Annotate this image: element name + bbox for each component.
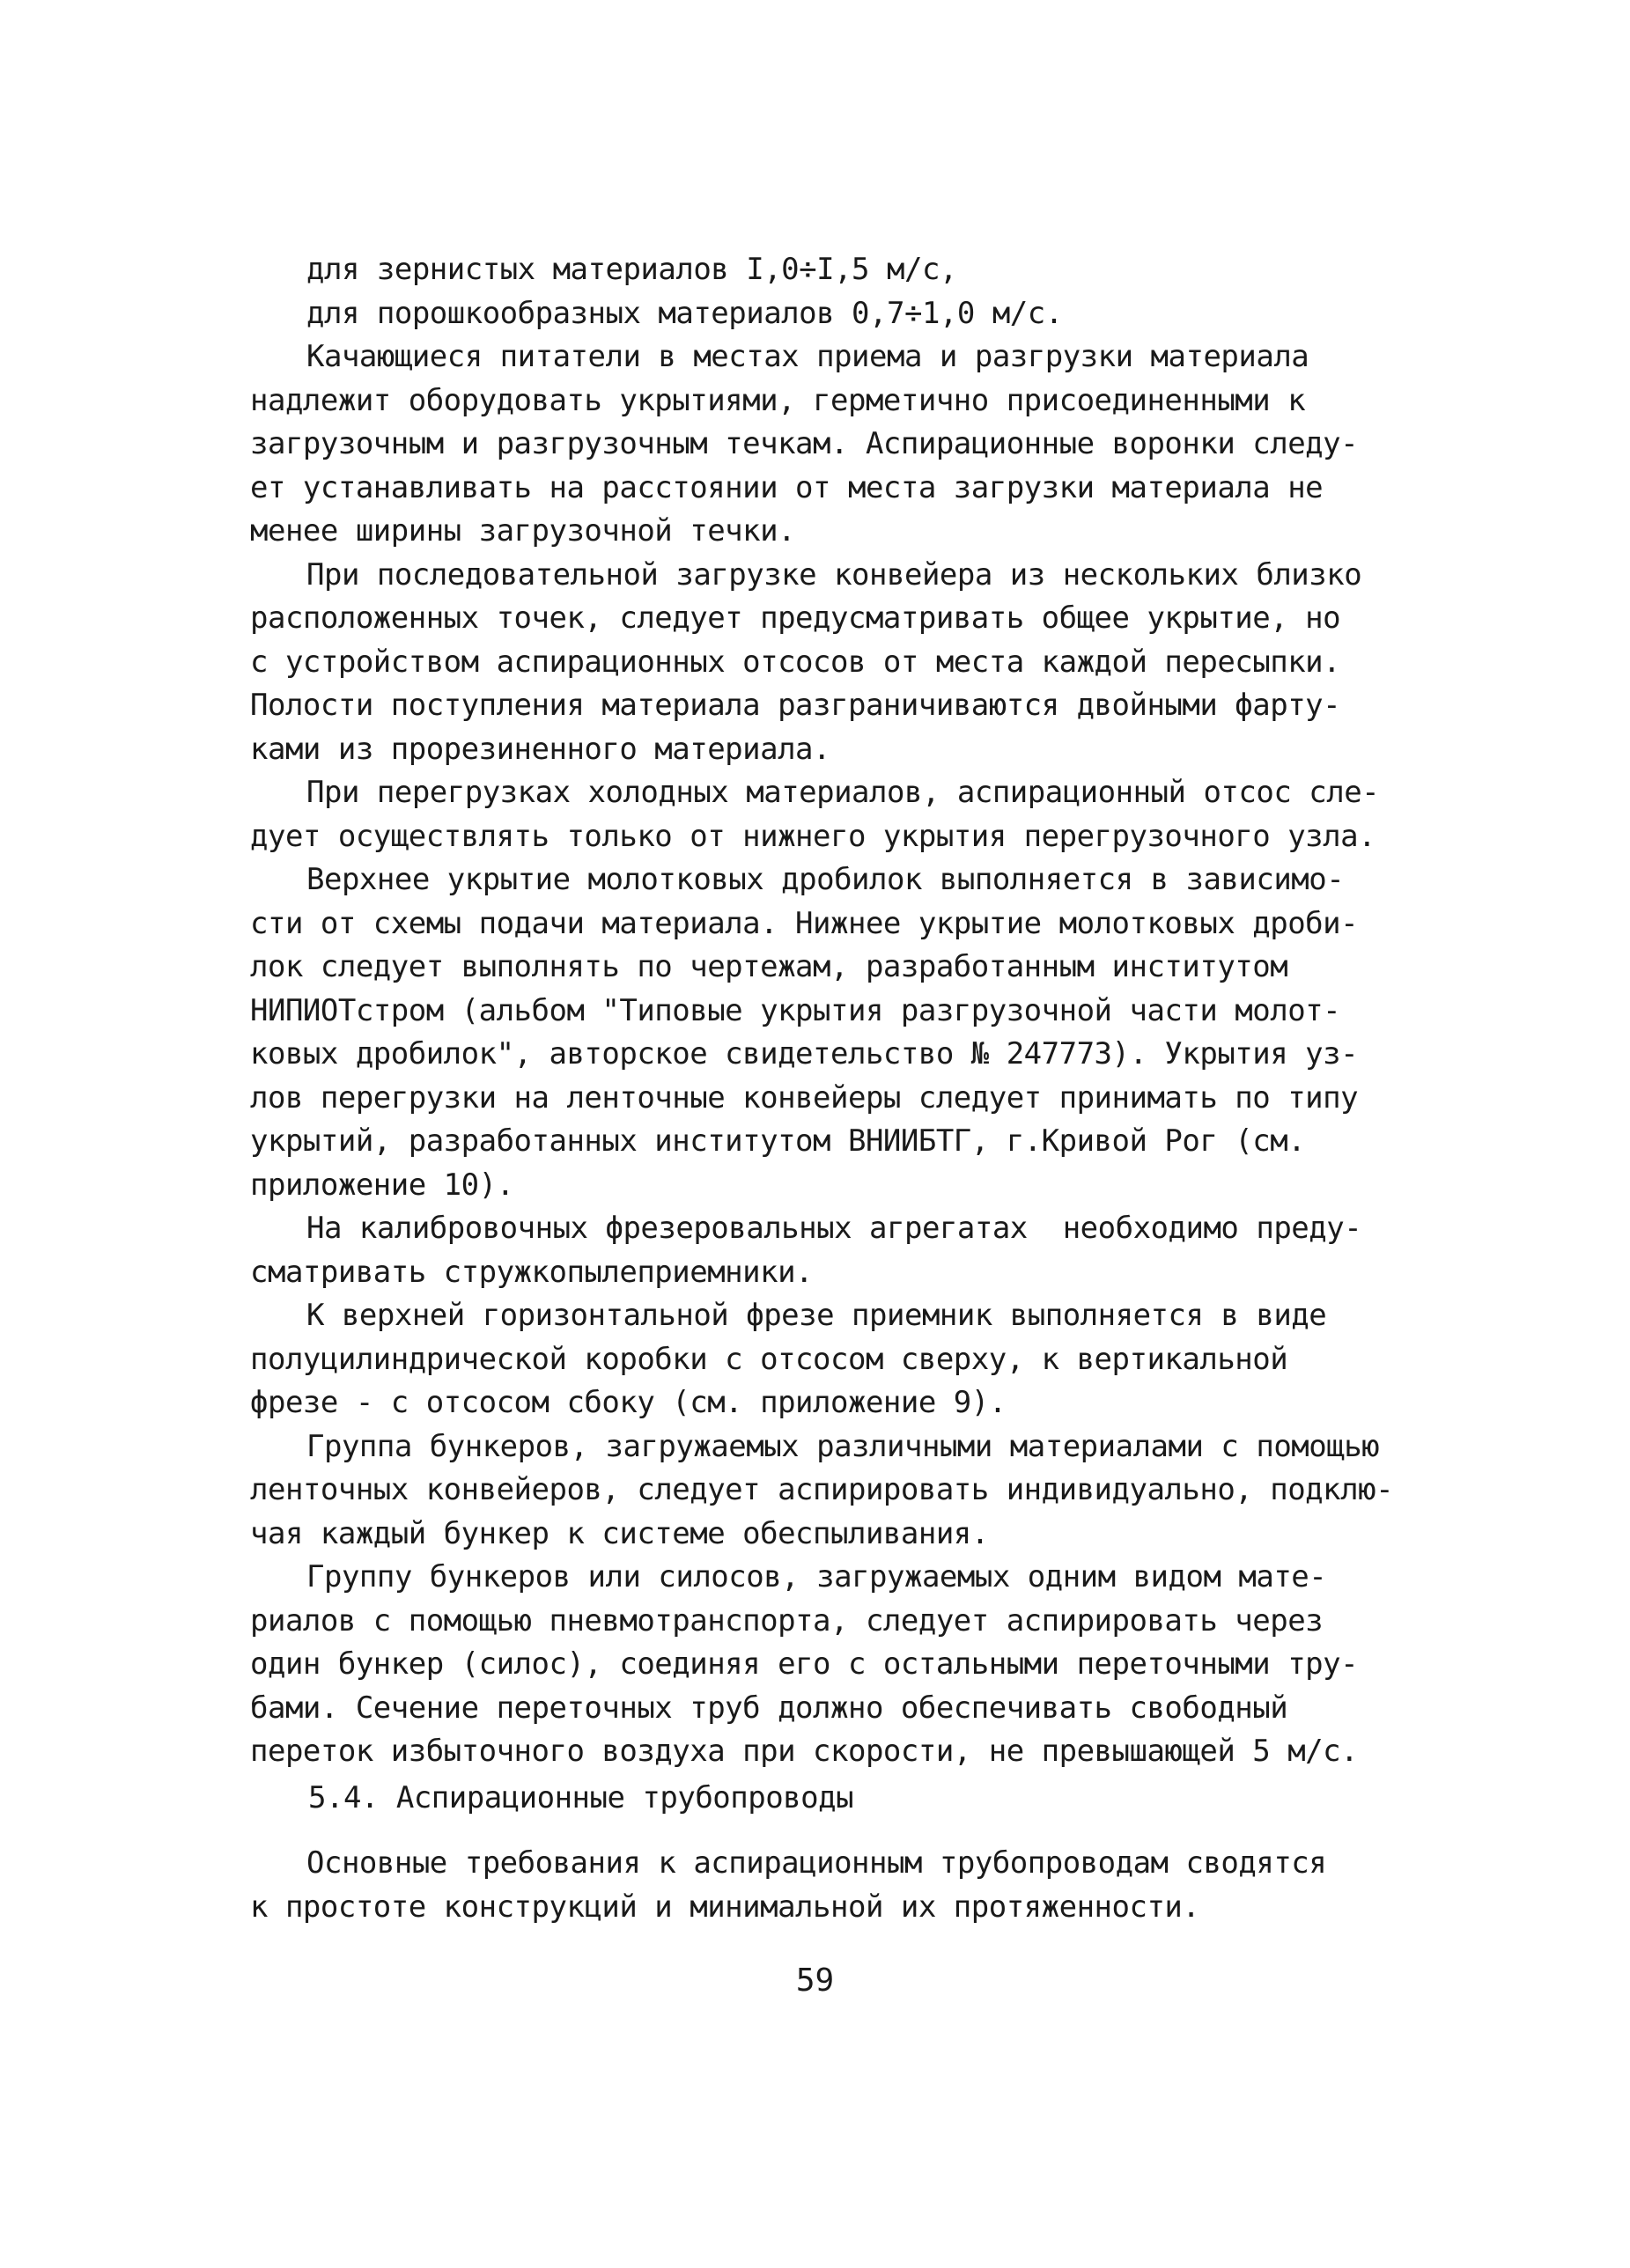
text-line: с устройством аспирационных отсосов от места каждой пересыпки.	[250, 644, 1341, 680]
text-line: для порошкообразных материалов 0,7÷1,0 м/с.	[306, 295, 1063, 331]
text-line: Группа бункеров, загружаемых различными материалами с помощью	[306, 1428, 1380, 1464]
text-line: Верхнее укрытие молотковых дробилок выполняется в зависимо-	[306, 862, 1345, 897]
text-line: Основные требования к аспирационным трубопроводам сводятся	[306, 1845, 1327, 1881]
text-line: надлежит оборудовать укрытиями, герметично присоединенными к	[250, 382, 1306, 418]
text-line: полуцилиндрической коробки с отсосом сверху, к вертикальной	[250, 1341, 1288, 1377]
text-line: к простоте конструкций и минимальной их протяженности.	[250, 1889, 1200, 1925]
text-line: лов перегрузки на ленточные конвейеры следует принимать по типу	[250, 1079, 1359, 1116]
page-number: 59	[795, 1962, 835, 1999]
text-line: лок следует выполнять по чертежам, разработанным институтом	[250, 949, 1288, 984]
text-line: ковых дробилок", авторское свидетельство № 247773). Укрытия уз-	[250, 1036, 1359, 1071]
text-line: загрузочным и разгрузочным течкам. Аспирационные воронки следу-	[250, 426, 1359, 461]
text-line: Группу бункеров или силосов, загружаемых одним видом мате-	[306, 1559, 1327, 1594]
text-line: При перегрузках холодных материалов, аспирационный отсос сле-	[306, 775, 1380, 810]
text-line: укрытий, разработанных институтом ВНИИБТГ, г.Кривой Рог (см.	[250, 1123, 1306, 1159]
text-line: ленточных конвейеров, следует аспирировать индивидуально, подклю-	[250, 1472, 1394, 1507]
text-line: ет устанавливать на расстоянии от места загрузки материала не	[250, 469, 1324, 505]
text-line: приложение 10).	[250, 1167, 514, 1203]
text-line: бами. Сечение переточных труб должно обеспечивать свободный	[250, 1690, 1288, 1726]
text-line: расположенных точек, следует предусматривать общее укрытие, но	[250, 600, 1341, 636]
text-line: НИПИОТстром (альбом "Типовые укрытия разгрузочной части молот-	[250, 992, 1341, 1028]
text-line: сти от схемы подачи материала. Нижнее укрытие молотковых дроби-	[250, 905, 1359, 941]
text-line: Качающиеся питатели в местах приема и разгрузки материала	[306, 339, 1309, 374]
text-line: дует осуществлять только от нижнего укрытия перегрузочного узла.	[250, 818, 1376, 854]
section-heading: 5.4. Аспирационные трубопроводы	[308, 1780, 854, 1815]
text-line: ками из прорезиненного материала.	[250, 731, 831, 767]
text-line: менее ширины загрузочной течки.	[250, 513, 796, 549]
text-line: На калибровочных фрезеровальных агрегатах необходимо преду-	[306, 1211, 1362, 1246]
text-line: фрезе - с отсосом сбоку (см. приложение 9).	[250, 1385, 1007, 1420]
text-line: один бункер (силос), соединяя его с остальными переточными тру-	[250, 1646, 1359, 1682]
text-line: риалов с помощью пневмотранспорта, следует аспирировать через	[250, 1602, 1324, 1638]
closing-paragraph	[250, 1842, 1421, 1929]
text-line: чая каждый бункер к системе обеспыливания.	[250, 1515, 989, 1551]
text-line: К верхней горизонтальной фрезе приемник выполняется в виде	[306, 1298, 1327, 1333]
body-text	[250, 248, 1421, 1774]
text-line: переток избыточного воздуха при скорости, не превышающей 5 м/с.	[250, 1734, 1359, 1769]
text-line: При последовательной загрузке конвейера из нескольких близко	[306, 556, 1362, 593]
text-line: Полости поступления материала разграничиваются двойными фарту-	[250, 688, 1341, 723]
text-line: для зернистых материалов I,0÷I,5 м/с,	[306, 252, 957, 287]
text-line: сматривать стружкопылеприемники.	[250, 1254, 814, 1290]
